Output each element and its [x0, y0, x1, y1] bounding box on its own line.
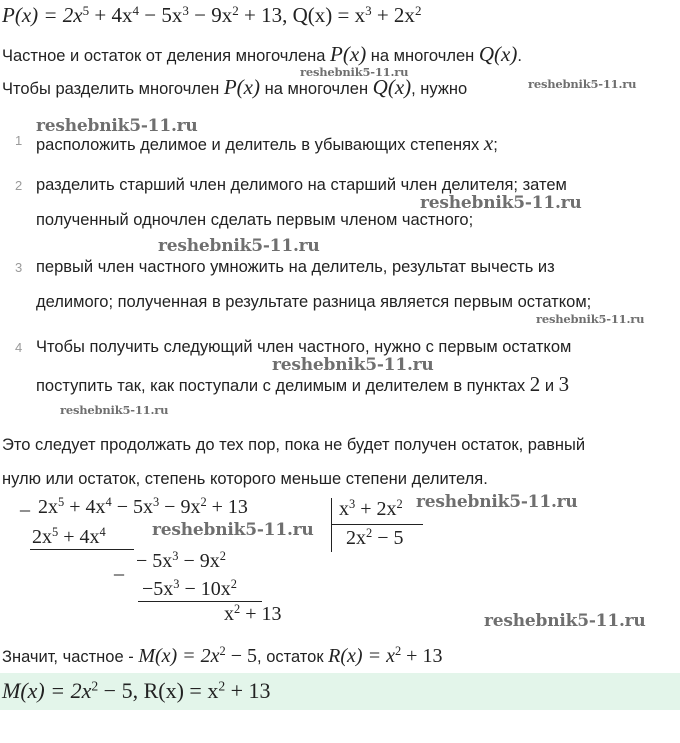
- watermark: reshebnik5-11.ru: [528, 77, 637, 91]
- remainder-2: $x^2 + 13$: [224, 602, 282, 625]
- continue-line-1: Это следует продолжать до тех пор, пока не будет получен остаток, равный: [2, 436, 586, 454]
- watermark: reshebnik5-11.ru: [420, 193, 582, 213]
- conclusion-line: Значит, частное - $M(x) = 2x^2 - 5$, остаток $R(x) = x^2 + 13$: [2, 644, 443, 667]
- intro-line-2: Чтобы разделить многочлен P(x) на многочлен Q(x), нужно: [2, 75, 468, 99]
- step-number: 3: [15, 260, 23, 275]
- watermark: reshebnik5-11.ru: [60, 403, 169, 417]
- step-text: расположить делимое и делитель в убывающих степенях x;: [36, 131, 498, 155]
- minus-sign: _: [20, 492, 30, 514]
- step-text: первый член частного умножить на делитель, результат вычесть из: [36, 258, 555, 276]
- dividend: $2x^5 + 4x^4 - 5x^3 - 9x^2 + 13$: [38, 495, 248, 518]
- step-number: 1: [15, 133, 23, 148]
- watermark: reshebnik5-11.ru: [152, 520, 314, 540]
- divisor-bar: [331, 498, 332, 552]
- intro-line-1: Частное и остаток от деления многочлена P(x) на многочлен Q(x).: [2, 42, 522, 66]
- watermark: reshebnik5-11.ru: [484, 611, 646, 631]
- step-number: 2: [15, 178, 23, 193]
- subtrahend-2: $-5x^3 - 10x^2$: [142, 577, 237, 600]
- division-line: [30, 549, 134, 550]
- division-line: [138, 601, 262, 602]
- step-text: полученный одночлен сделать первым членом частного;: [36, 211, 474, 229]
- step-text: разделить старший член делимого на старший член делителя; затем: [36, 176, 567, 194]
- step-text: делимого; полученная в результате разница является первым остатком;: [36, 293, 592, 311]
- watermark: reshebnik5-11.ru: [416, 492, 578, 512]
- answer-formula: $M(x) = 2x^2 - 5$, $R(x) = x^2 + 13$: [2, 678, 271, 703]
- quotient-line: [331, 524, 423, 525]
- watermark: reshebnik5-11.ru: [158, 236, 320, 256]
- step-number: 4: [15, 340, 23, 355]
- step-text: поступить так, как поступали с делимым и делителем в пунктах 2 и 3: [36, 372, 570, 396]
- quotient: $2x^2 - 5$: [346, 526, 404, 549]
- header-formula: $P(x) = 2x^5 + 4x^4 - 5x^3 - 9x^2 + 13$, $Q(x) = x^3 + 2x^2$: [2, 2, 422, 27]
- watermark: reshebnik5-11.ru: [300, 65, 409, 79]
- continue-line-2: нулю или остаток, степень которого меньше степени делителя.: [2, 470, 488, 488]
- remainder-1: − $5x^3 - 9x^2$: [136, 549, 226, 572]
- step-text: Чтобы получить следующий член частного, нужно с первым остатком: [36, 338, 572, 356]
- minus-sign: _: [114, 556, 124, 578]
- watermark: reshebnik5-11.ru: [36, 116, 198, 136]
- subtrahend-1: $2x^5 + 4x^4$: [32, 525, 106, 548]
- watermark: reshebnik5-11.ru: [536, 312, 645, 326]
- watermark: reshebnik5-11.ru: [272, 355, 434, 375]
- divisor: $x^3 + 2x^2$: [339, 497, 403, 520]
